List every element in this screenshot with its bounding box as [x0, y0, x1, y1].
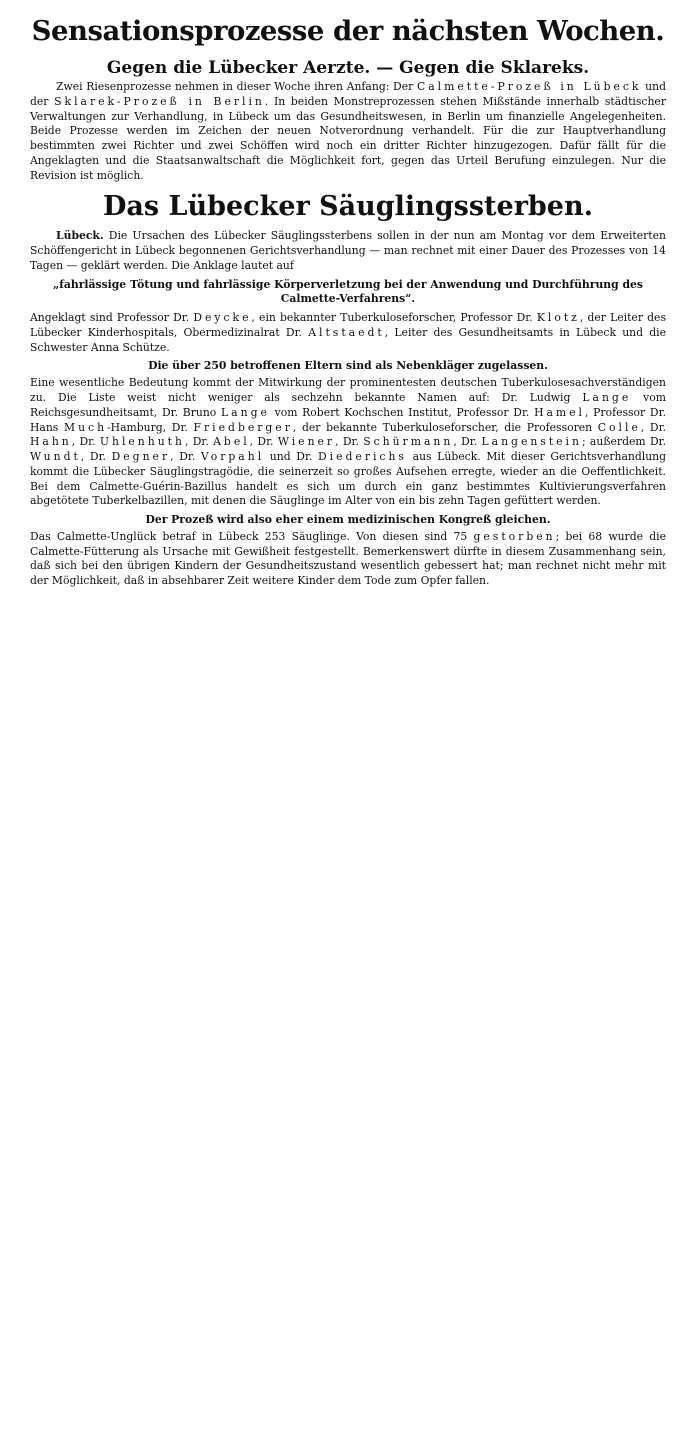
intro-text-rest: . In beiden Monstreprozessen stehen Mißstände innerhalb städtischer Verwaltungen zur Verhandlung, in Lübeck um das Gesundheitswesen, in Berlin um finanzielle Angelegenheiten. Beide Prozesse werden im Zeichen der neuen Notverordnung verhandelt. Für die zur Hauptverhandlung bestimmten zwei Richter und zwei Schöffen wird noch ein dritter Richter hinzugezogen. Dafür fällt für die Angeklagten und die Staatsanwaltschaft die Möglichkeit fort, gegen das Urteil Berufung einzulegen. Nur die Revision ist möglich. [30, 94, 666, 182]
experts-paragraph [30, 376, 666, 509]
experts-text-q: aus Lübeck. Mit dieser Gerichtsverhandlung kommt die Lübecker Säuglingstragödie, die seinerzeit so großes Aufsehen erregte, wieder an die Oeffentlichkeit. Bei dem Calmette-Guérin-Bazillus handelt es sich um durch ein ganz bestimmtes Kultivierungsverfahren abgetötete Tuberkelbazillen, mit denen die Säuglinge im Alter von ein bis zehn Tagen gefüttert werden. [30, 450, 667, 508]
name-lange-2: Lange [221, 405, 270, 419]
casualties-text-b: ; bei 68 wurde die Calmette-Fütterung als Ursache mit Gewißheit festgestellt. Bemerkenswert dürfte in diesem Zusammenhang sein, daß sich bei den übrigen Kindern der Gesundheitszustand wesentlich gebessert hat; man rechnet nicht mehr mit der Möglichkeit, daß in absehbarer Zeit weitere Kinder dem Tode zum Opfer fallen. [30, 529, 666, 588]
experts-text-m: ; außerdem Dr. [581, 435, 667, 449]
experts-text-l: , Dr. [453, 435, 482, 449]
name-degner: Degner [111, 450, 171, 464]
name-abel: Abel [213, 435, 250, 449]
name-langenstein: Langenstein [481, 435, 582, 449]
lubeck-paragraph-1 [30, 229, 666, 273]
experts-text-h: , Dr. [71, 435, 100, 449]
experts-text-f: , der bekannte Tuberkuloseforscher, die Professoren [292, 420, 598, 434]
intro-text-start: Zwei Riesenprozesse nehmen in dieser Woche ihren Anfang: Der [56, 80, 417, 93]
name-klotz: Klotz [536, 311, 580, 325]
name-schuermann: Schürmann [363, 435, 454, 449]
experts-text-j: , Dr. [249, 435, 278, 449]
name-deycke: Deycke [193, 311, 252, 325]
name-much: Much [64, 420, 108, 434]
name-altstaedt: Altstaedt [308, 325, 385, 339]
experts-text-i: , Dr. [184, 435, 214, 449]
name-vorpahl: Vorpahl [200, 450, 265, 464]
name-diederichs: Diederichs [318, 450, 407, 464]
intro-text-and: und der [30, 80, 666, 108]
name-uhlenhuth: Uhlenhuth [99, 435, 185, 449]
section-title: Das Lübecker Säuglingssterben. [102, 191, 594, 223]
experts-text-c: vom Robert Kochschen Institut, Professor Dr. [269, 405, 535, 419]
name-hahn: Hahn [30, 435, 72, 449]
defendants-text-a: Angeklagt sind Professor Dr. [30, 311, 194, 325]
lubeck-text-1: Die Ursachen des Lübecker Säuglingssterbens sollen in der nun am Montag vor dem Erweiterten Schöffengericht in Lübeck begonnenen Gerichtsverhandlung — man rechnet mit einer Dauer des Prozesses von 14 Tagen — geklärt werden. Die Anklage lautet auf [30, 229, 666, 272]
sklarek-trial-name: Sklarek-Prozeß in Berlin [54, 94, 265, 108]
name-wundt: Wundt [30, 450, 81, 464]
subheadline: Gegen die Lübecker Aerzte. — Gegen die Sklareks. [106, 58, 590, 78]
calmette-trial-name: Calmette-Prozeß in Lübeck [416, 80, 642, 93]
experts-text-p: und Dr. [264, 450, 319, 464]
defendants-paragraph [30, 311, 666, 355]
indictment-quote: „fahrlässige Tötung und fahrlässige Körperverletzung bei der Anwendung und Durchführung des Calmette-Verfahrens“. [53, 277, 643, 306]
defendants-text-d: , Leiter des Gesundheitsamts in Lübeck und die Schwester Anna Schütze. [30, 325, 666, 354]
casualties-text-a: Das Calmette-Unglück betraf in Lübeck 253 Säuglinge. Von diesen sind 75 [30, 529, 474, 543]
experts-text-o: , Dr. [170, 450, 201, 464]
experts-text-n: , Dr. [80, 450, 112, 464]
name-friedberger: Friedberger [193, 420, 293, 434]
experts-text-b: vom Reichsgesundheitsamt, Dr. Bruno [30, 391, 666, 419]
defendants-text-b: , ein bekannter Tuberkuloseforscher, Professor Dr. [251, 311, 537, 325]
word-gestorben: gestorben [473, 529, 556, 543]
congress-heading: Der Prozeß wird also eher einem medizinischen Kongreß gleichen. [145, 513, 551, 527]
name-lange-1: Lange [582, 391, 632, 405]
intro-paragraph [30, 80, 666, 183]
experts-text-d: , Professor Dr. Hans [30, 405, 666, 434]
name-colle: Colle [597, 420, 641, 434]
experts-text-a: Eine wesentliche Bedeutung kommt der Mitwirkung der prominentesten deutschen Tuberkulosesachverständigen zu. Die Liste weist nicht weniger als sechzehn bekannte Namen auf: Dr. Ludwig [30, 376, 666, 405]
experts-text-k: , Dr. [335, 435, 364, 449]
casualties-paragraph [30, 530, 666, 589]
headline: Sensationsprozesse der nächsten Wochen. [31, 15, 665, 47]
defendants-text-c: , der Leiter des Lübecker Kinderhospitals, Obermedizinalrat Dr. [30, 311, 666, 339]
name-hamel: Hamel [534, 405, 586, 419]
experts-text-g: , Dr. [640, 420, 666, 434]
name-wiener: Wiener [277, 435, 336, 449]
co-plaintiffs-heading: Die über 250 betroffenen Eltern sind als Nebenkläger zugelassen. [148, 359, 548, 373]
dateline: Lübeck. [56, 229, 104, 243]
experts-text-e: -Hamburg, Dr. [107, 420, 194, 434]
